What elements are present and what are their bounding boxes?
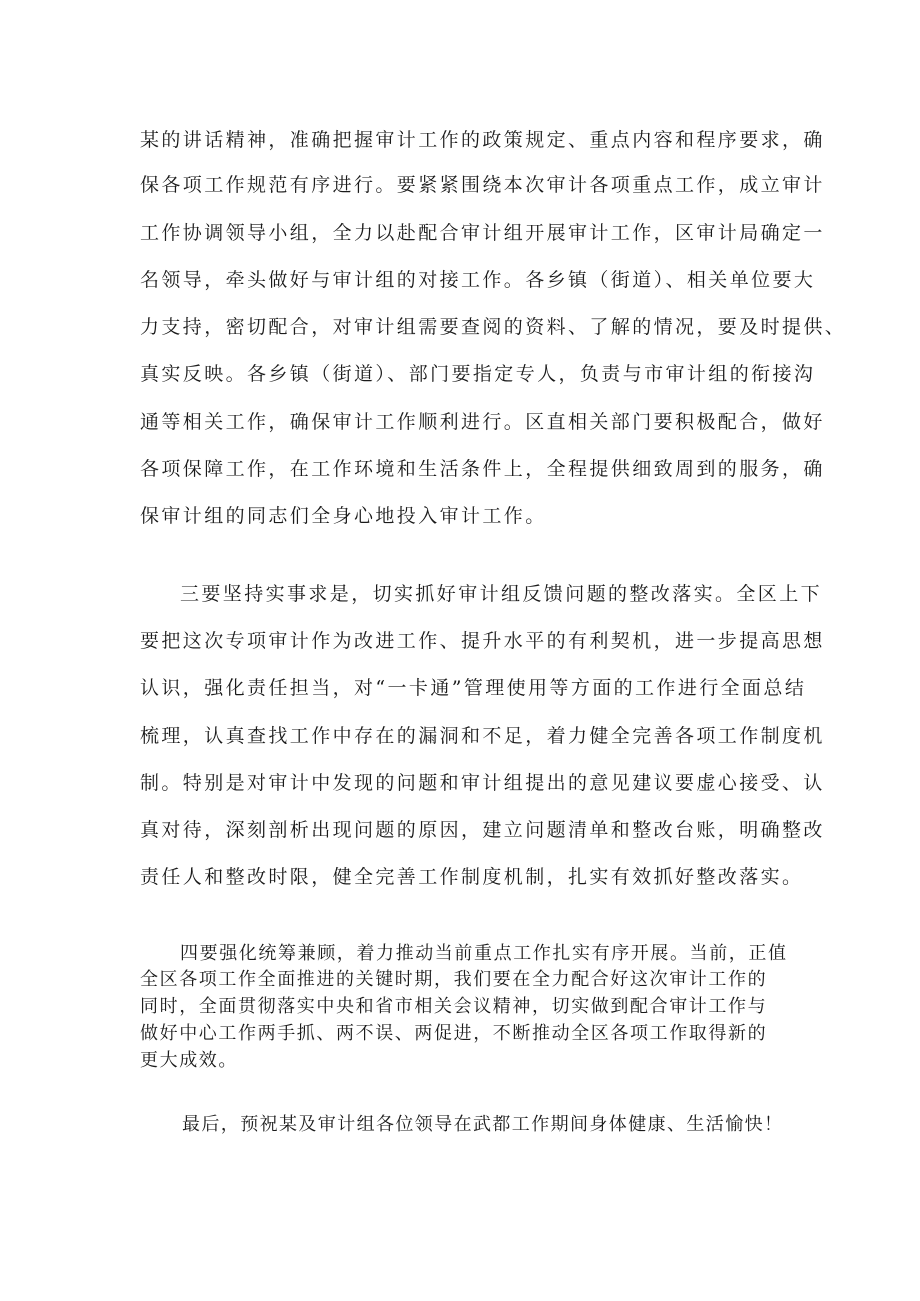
text-line: 同时，全面贯彻落实中央和省市相关会议精神，切实做到配合审计工作与 [140,996,768,1017]
text-line: 真实反映。各乡镇（街道）、部门要指定专人，负责与市审计组的衔接沟 [140,363,816,385]
text-line: 认识，强化责任担当，对“一卡通”管理使用等方面的工作进行全面总结 [140,677,807,699]
text-line: 某的讲话精神，准确把握审计工作的政策规定、重点内容和程序要求，确 [140,129,825,151]
text-line: 名领导，牵头做好与审计组的对接工作。各乡镇（街道）、相关单位要大 [140,269,816,291]
text-line: 各项保障工作，在工作环境和生活条件上，全程提供细致周到的服务，确 [140,458,825,480]
text-line: 保各项工作规范有序进行。要紧紧围绕本次审计各项重点工作，成立审计 [140,174,825,196]
text-line: 力支持，密切配合，对审计组需要查阅的资料、了解的情况，要及时提供、 [140,316,847,338]
text-line: 梳理，认真查找工作中存在的漏洞和不足，着力健全完善各项工作制度机 [140,725,825,747]
text-line: 更大成效。 [140,1050,238,1071]
text-line: 工作协调领导小组，全力以赴配合审计组开展审计工作，区审计局确定一 [140,222,825,244]
text-line: 真对待，深刻剖析出现问题的原因，建立问题清单和整改台账，明确整改 [140,819,825,841]
text-line: 四要强化统筹兼顾，着力推动当前重点工作扎实有序开展。当前，正值 [180,943,788,964]
text-line: 制。特别是对审计中发现的问题和审计组提出的意见建议要虚心接受、认 [140,772,825,794]
text-line: 要把这次专项审计作为改进工作、提升水平的有利契机，进一步提高思想 [140,630,825,652]
text-line: 保审计组的同志们全身心地投入审计工作。 [140,505,547,527]
text-line: 最后，预祝某及审计组各位领导在武都工作期间身体健康、生活愉快！ [182,1114,784,1135]
text-line: 三要坚持实事求是，切实抓好审计组反馈问题的整改落实。全区上下 [180,583,823,605]
text-line: 责任人和整改时限，健全完善工作制度机制，扎实有效抓好整改落实。 [140,866,804,888]
text-line: 全区各项工作全面推进的关键时期，我们要在全力配合好这次审计工作的 [140,969,768,990]
text-line: 通等相关工作，确保审计工作顺利进行。区直相关部门要积极配合，做好 [140,411,825,433]
text-line: 做好中心工作两手抓、两不误、两促进，不断推动全区各项工作取得新的 [140,1023,768,1044]
